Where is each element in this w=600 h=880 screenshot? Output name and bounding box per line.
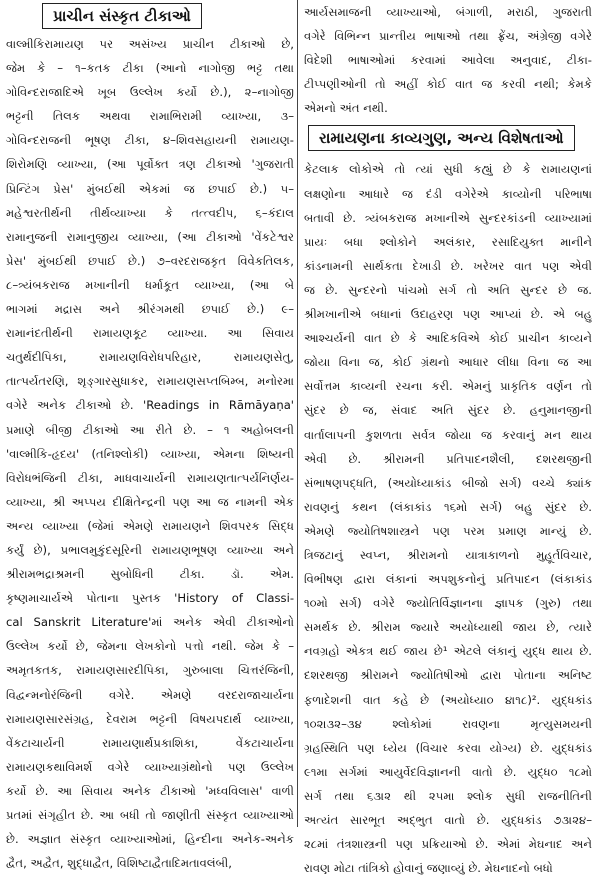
text-line: એવી છે. શ્રીરામની પ્રતિપાદનશૈલી, દશરથજીની (304, 451, 592, 466)
text-line: ત્રિજટાનું સ્વપ્ન, શ્રીરામનો યાત્રાકાળનો મુહૂર્તવિચાર, (304, 547, 592, 562)
text-line: રામાનુજની રામાનુજીય વ્યાખ્યા, (આ ટીકાઓ 'વેંકટેશ્વર (6, 229, 294, 244)
column-divider (297, 0, 298, 827)
text-line: ગોવિન્દરાજની ભૂષણ ટીકા, ૪–શિવસહાયની રામાયણ- (6, 133, 294, 148)
text-line: ગ્રહસ્થિતિ પણ ધ્યેય (વિચાર કરવા યોગ્ય) છે. યુદ્ધકાંડ (304, 740, 592, 755)
text-line: બતાવી છે. ત્ર્યંબકરાજ મખાનીએ સુન્દરકાંડની વ્યાખ્યામાં (304, 210, 592, 225)
text-line: સર્વોત્તમ કાવ્યની રચના કરી. એમનું પ્રાકૃતિક વર્ણન તો (304, 379, 592, 394)
left-column (6, 0, 294, 871)
text-line: કર્યો છે. આ સિવાય અનેક ટીકાઓ 'મધ્વવિલાસ' વાળી (6, 783, 294, 798)
text-line: શિરોમણિ વ્યાખ્યા, (આ પૂર્વોક્ત ત્રણ ટીકાઓ 'ગુજરાતી (6, 157, 294, 172)
text-line: પ્રમાણે બીજી ટીકાઓ આ રીતે છે. – ૧ અહોબલની (6, 422, 294, 437)
text-line: આશ્ચર્યની વાત છે કે આદિકવિએ કોઈ પ્રાચીન કાવ્યને (304, 331, 592, 346)
text-line: આર્યસમાજની વ્યાખ્યાઓ, બંગાળી, મરાઠી, ગુજરાતી (304, 5, 592, 19)
text-line: સમર્થક છે. શ્રીરામ જ્યારે અયોધ્યાથી જાય છે, ત્યારે (304, 620, 592, 635)
text-line: જેમ કે – ૧–કતક ટીકા (આનો નાગોજી ભટ્ટ તથા (6, 61, 294, 76)
text-line: એમણે જ્યોતિષશાસ્ત્રને પણ પરમ પ્રમાણ માન્યું છે. (304, 523, 592, 538)
text-line: અત્યંત સારભૂત અદ્ભુત વાતો છે. યુદ્ધકાંડ ૭૩।૨૪– (304, 813, 592, 827)
right-column (304, 0, 592, 876)
text-line: વ્યાખ્યા, શ્રી અપ્પય દીક્ષિતેન્દ્રની પણ આ જ નામની એક (6, 494, 294, 509)
text-line: ભાગમાં મદ્રાસ અને શ્રીરંગમથી છપાઈ છે.) ૯– (6, 302, 294, 317)
text-line: છે. અજ્ઞાત સંસ્કૃત વ્યાખ્યાઓમાં, હિન્દીના અનેક-અનેક (6, 832, 294, 847)
text-line: વિરોધભંજિની ટીકા, માધવાચાર્યની રામાયણતાત્પર્યનિર્ણય- (6, 470, 294, 485)
text-line: સુંદર છે જ, સંવાદ અતિ સુંદર છે. હનુમાનજીની (304, 403, 592, 418)
section-heading-poetic-qualities: રામાયણના કાવ્યગુણ, અન્ય વિશેષતાઓ (308, 125, 575, 151)
text-line: ઉલ્લેખ કર્યો છે, જેમના લેખકોનો પત્તો નથી. જેમ કે – (6, 639, 294, 654)
text-line: વગેરે વિભિન્ન પ્રાન્તીય ભાષાઓ તથા ફ્રેંચ, અંગ્રેજી વગેરે (304, 29, 592, 44)
text-line: લક્ષણોના આધારે જ દંડી વગેરેએ કાવ્યોની પરિભાષા (304, 186, 592, 201)
text-line: રાવણનું કથન (લંકાકાંડ ૧૬મો સર્ગ) બહુ સુંદર છે. (304, 499, 592, 514)
text-line: ફળાદેશની વાત કહે છે (અયોધ્યા૦ ૪।૧૮)². યુદ્ધકાંડ (304, 692, 592, 707)
text-line: કાંડનામની સાર્થકતા દેખાડી છે. ખરેખર વાત પણ એવી (304, 258, 592, 273)
text-line: અન્ય વ્યાખ્યા (જેમાં એમણે રામાયણને શિવપરક સિદ્ધ (6, 518, 294, 533)
text-line: ગોવિન્દરાજાદિએ ખૂબ ઉલ્લેખ કર્યો છે.), ૨–નાગોજી (6, 85, 294, 100)
text-line: પ્રેસ' મુંબઈથી છપાઈ છે.) ૭–વરદરાજકૃત વિવેકતિલક, (6, 253, 294, 268)
text-line: એમનો અંત નથી. (304, 101, 388, 116)
text-line: વિભીષણ દ્વારા લંકાનાં અપશુકનોનું પ્રતિપાદન (લંકાકાંડ (304, 572, 592, 587)
text-line: ભટ્ટની તિલક અથવા રામાભિરામી વ્યાખ્યા, ૩– (6, 109, 294, 124)
text-line: વાર્તાલાપની કુશળતા સર્વત્ર જોયા જ કરવાનું મન થાય (304, 427, 592, 442)
text-line: વગેરે અનેક ટીકાઓ છે. 'Readings in Rāmāyaṇa' (6, 398, 294, 413)
text-line: ટીપ્પણીઓની તો અહીં કોઈ વાત જ કરવી નથી; કેમકે (304, 77, 592, 92)
text-line: ૨૮માં તંત્રશાસ્ત્રની પણ પ્રક્રિયાઓ છે. એમાં મેઘનાદ અને (304, 837, 592, 852)
right-paragraph-top (304, 0, 592, 120)
text-line: કેટલાક લોકોએ તો ત્યાં સુધી કહ્યું છે કે રામાયણનાં (304, 162, 592, 177)
text-line: મહેશ્વરતીર્થની તીર્થવ્યાખ્યા કે તત્ત્વદીપ, ૬–કંદાલ (6, 205, 294, 220)
text-line: જ છે. સુન્દરનો પાંચમો સર્ગ તો અતિ સુન્દર છે જ. (304, 282, 592, 297)
text-line: રામાયણસારસંગ્રહ, દેવરામ ભટ્ટની વિષયપદાર્થ વ્યાખ્યા, (6, 711, 294, 726)
section-heading-commentaries: પ્રાચીન સંસ્કૃત ટીકાઓ (42, 3, 202, 29)
text-line: 'વાલ્મીકિ-હૃદય' (તનિશ્લોકી) વ્યાખ્યા, એમના શિષ્યની (6, 446, 294, 461)
text-line: દ્વૈત, અદ્વૈત, શુદ્ધાદ્વૈત, વિશિષ્ટાદ્વૈતાદિમતાવલંબી, (6, 856, 232, 871)
text-line: પ્રતમાં સંગૃહીત છે. આ બધી તો જાણીતી સંસ્કૃત વ્યાખ્યાઓ (6, 808, 294, 822)
text-line: ૧૦૨।૩૨–૩૪ શ્લોકોમાં રાવણના મૃત્યુસમયની (304, 716, 592, 731)
left-paragraph (6, 32, 294, 875)
text-line: ૯૧મા સર્ગમાં આયુર્વેદવિજ્ઞાનની વાતો છે. યુદ્ધ૦ ૧૮મો (304, 764, 592, 779)
text-line: વિદ્વન્મનોરંજિની વગેરે. એમણે વરદરાજાચાર્યના (6, 687, 294, 702)
text-line: જોયા વિના જ, કોઈ ગ્રંથનો આધાર લીધા વિના જ આ (304, 355, 592, 370)
text-line: રાવણ મોટા તાંત્રિકો હોવાનું જણાવ્યું છે. મેઘનાદનો બધો (304, 861, 553, 876)
text-line: કર્યું છે), પ્રભાલમુકુંદસૂરિની રામાયણભૂષણ વ્યાખ્યા અને (6, 542, 294, 557)
text-line: સર્ગ તથા ૬૩।૨ થી ૨૫મા શ્લોક સુધી રાજનીતિની (304, 788, 592, 803)
text-line: શ્રીમખાનીએ બધાનાં ઉદાહરણ પણ આપ્યાં છે. એ બહુ (304, 307, 592, 322)
text-line: શ્રીરામભદ્રાશ્રમની સુબોધિની ટીકા. ડૉ. એમ. (6, 567, 294, 582)
text-line: cal Sanskrit Literature'માં અનેક એવી ટીકાઓનો (6, 615, 294, 630)
text-line: અમૃતકતક, રામાયણસારદીપિકા, ગુરુબાલા ચિત્તરંજિની, (6, 663, 294, 678)
text-line: ચતુર્થદીપિકા, રામાયણવિરોધપરિહાર, રામાયણસેતુ, (6, 350, 294, 365)
text-line: કૃષ્ણમાચાર્યએ પોતાના પુસ્તક 'History of Classi- (6, 591, 294, 606)
right-paragraph-bottom (304, 157, 592, 880)
text-line: રામાનંદતીર્થની રામાયણકૂટ વ્યાખ્યા. આ સિવાય (6, 326, 294, 341)
text-line: દશરથજી શ્રીરામને જ્યોતિષીઓ દ્વારા પોતાના અનિષ્ટ (304, 668, 592, 683)
text-line: ૮–ત્ર્યંબકરાજ મખાનીની ધર્માકૂત વ્યાખ્યા, (આ બે (6, 277, 294, 292)
text-line: ૧૦મો સર્ગ) વગેરે જ્યોતિર્વિજ્ઞાનના જ્ઞાપક (ગુરુ) તથા (304, 596, 592, 611)
text-line: પ્રાયઃ બધા શ્લોકોને અલંકાર, રસાદિયુક્ત માનીને (304, 234, 592, 249)
text-line: સંભાષણપદ્ધતિ, (અયોધ્યાકાંડ બીજો સર્ગ) વચ્ચે ક્યાંક (304, 475, 592, 490)
text-line: રામાયણકથાવિમર્શ વગેરે વ્યાખ્યાગ્રંથોનો પણ ઉલ્લેખ (6, 759, 294, 774)
text-line: વાલ્મીકિરામાયણ પર અસંખ્ય પ્રાચીન ટીકાઓ છે, (6, 37, 294, 51)
text-line: વેંકટાચાર્યની રામાયણાર્થપ્રકાશિકા, વેંકટાચાર્યના (6, 735, 294, 750)
text-line: વિદેશી ભાષાઓમાં કરવામાં આવેલા અનુવાદ, ટીકા- (304, 53, 592, 68)
text-line: નવગ્રહો એકત્ર થઈ જાય છે¹ એટલે લંકાનું યુદ્ધ થાય છે. (304, 644, 592, 659)
text-line: પ્રિન્ટિંગ પ્રેસ' મુંબઈથી એકમાં જ છપાઈ છે.) ૫– (6, 181, 294, 196)
text-line: તાત્પર્યતરણિ, શૃઙ્ગારસુધાકર, રામાયણસપ્તબિમ્બ, મનોરમા (6, 374, 294, 389)
